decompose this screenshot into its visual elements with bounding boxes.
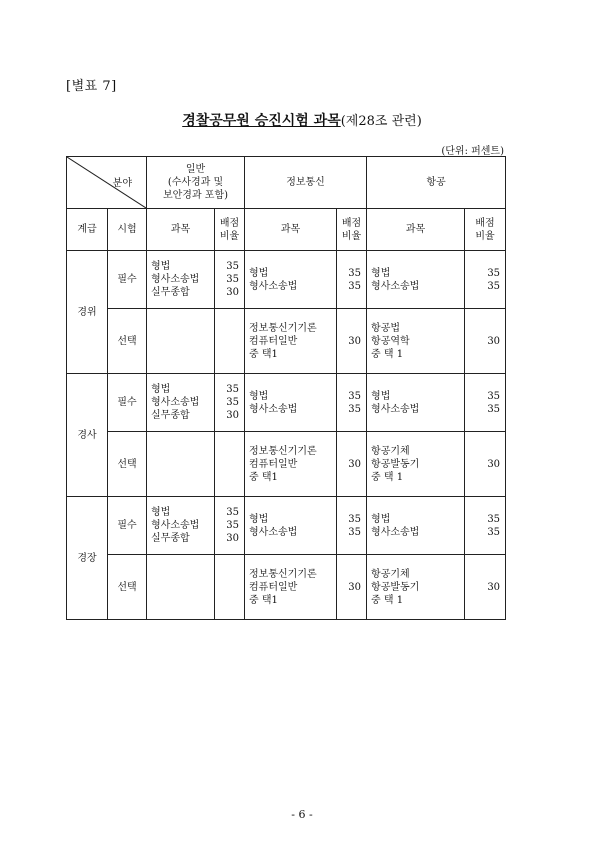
header-field: 분야	[112, 178, 132, 189]
it-elective-subjects	[245, 555, 337, 620]
weight-value: 35	[348, 513, 362, 525]
subject-line: 항공발동기	[371, 458, 420, 470]
subject-line: 형사소송법	[151, 520, 200, 531]
general-subjects	[147, 497, 215, 555]
weight-l1: 배점	[341, 217, 362, 229]
rank-cell: 경장	[67, 497, 108, 620]
aviation-subjects	[367, 374, 465, 432]
general-elective-weight-empty	[215, 432, 245, 497]
header-general-line1: 일반	[185, 164, 206, 175]
aviation-elective-weight: 30	[465, 555, 506, 620]
subject-line: 항공기체	[371, 568, 410, 580]
subject-line: 형법	[371, 513, 391, 525]
weight-value: 35	[226, 274, 240, 285]
subject-line: 중 택 1	[371, 594, 404, 606]
subject-line: 형사소송법	[249, 403, 298, 415]
it-subjects	[245, 497, 337, 555]
header-row-2	[67, 209, 506, 251]
subject-line: 실무종합	[151, 533, 190, 544]
weight-value: 30	[226, 410, 240, 421]
general-elective-weight-empty	[215, 555, 245, 620]
subject-line: 정보통신기기론	[249, 568, 317, 580]
it-weights	[337, 374, 367, 432]
weight-l1: 배점	[475, 217, 495, 229]
general-weights	[215, 251, 245, 309]
table-row	[67, 374, 506, 432]
subject-line: 항공발동기	[371, 581, 420, 593]
aviation-elective-subjects	[367, 555, 465, 620]
table-row	[67, 251, 506, 309]
general-elective-weight-empty	[215, 309, 245, 374]
weight-value: 35	[226, 397, 240, 408]
subject-line: 형사소송법	[249, 280, 298, 292]
weight-l2: 비율	[341, 230, 362, 242]
exam-type-required: 필수	[108, 497, 147, 555]
subject-line: 형사소송법	[249, 526, 298, 538]
annex-label: [별표 7]	[66, 79, 117, 94]
title-sub: (제28조 관련)	[340, 114, 422, 129]
header-general-weight	[215, 209, 245, 251]
subject-line: 형사소송법	[371, 280, 420, 292]
subject-line: 형사소송법	[371, 526, 420, 538]
header-row-1	[67, 157, 506, 209]
subject-line: 형사소송법	[151, 397, 200, 408]
subject-line: 형법	[151, 261, 171, 272]
table-row	[67, 309, 506, 374]
subject-line: 실무종합	[151, 410, 190, 421]
aviation-subjects	[367, 497, 465, 555]
it-elective-weight: 30	[337, 555, 367, 620]
aviation-weights	[465, 497, 506, 555]
exam-type-elective: 선택	[108, 432, 147, 497]
it-elective-subjects	[245, 432, 337, 497]
subject-line: 중 택1	[249, 348, 278, 360]
header-general	[147, 157, 245, 209]
weight-value: 35	[487, 403, 501, 415]
general-weights	[215, 374, 245, 432]
weight-l2: 비율	[219, 230, 240, 242]
weight-value: 35	[226, 261, 240, 272]
header-aviation: 항공	[367, 157, 506, 209]
weight-value: 35	[226, 384, 240, 395]
subject-line: 형법	[371, 267, 391, 279]
weight-value: 35	[348, 526, 362, 538]
weight-l2: 비율	[475, 230, 495, 242]
subject-line: 정보통신기기론	[249, 445, 317, 457]
exam-type-required: 필수	[108, 374, 147, 432]
weight-value: 35	[487, 526, 501, 538]
it-subjects	[245, 374, 337, 432]
subject-line: 컴퓨터일반	[249, 458, 298, 470]
rank-cell: 경위	[67, 251, 108, 374]
subject-line: 실무종합	[151, 287, 190, 298]
it-elective-weight: 30	[337, 432, 367, 497]
weight-value: 35	[226, 520, 240, 531]
header-general-subject: 과목	[147, 209, 215, 251]
subject-line: 컴퓨터일반	[249, 335, 298, 347]
it-elective-weight: 30	[337, 309, 367, 374]
subject-line: 형법	[151, 384, 171, 395]
rank-cell: 경사	[67, 374, 108, 497]
header-general-line3: 보안경과 포함)	[162, 190, 229, 201]
aviation-elective-subjects	[367, 309, 465, 374]
unit-label: (단위: 퍼센트)	[441, 146, 504, 157]
general-weights	[215, 497, 245, 555]
general-subjects	[147, 374, 215, 432]
weight-l1: 배점	[219, 217, 240, 229]
subject-line: 형법	[249, 267, 269, 279]
weight-value: 35	[348, 280, 362, 292]
subject-line: 컴퓨터일반	[249, 581, 298, 593]
subject-line: 중 택 1	[371, 348, 404, 360]
aviation-elective-subjects	[367, 432, 465, 497]
it-weights	[337, 251, 367, 309]
weight-value: 35	[348, 390, 362, 402]
header-grade: 계급	[67, 209, 108, 251]
diagonal-line	[67, 157, 146, 208]
subject-line: 항공법	[371, 322, 401, 334]
table-row	[67, 497, 506, 555]
general-elective-empty	[147, 555, 215, 620]
aviation-subjects	[367, 251, 465, 309]
subject-line: 중 택1	[249, 471, 278, 483]
document-title	[0, 110, 604, 130]
it-subjects	[245, 251, 337, 309]
aviation-elective-weight: 30	[465, 432, 506, 497]
table-row	[67, 555, 506, 620]
weight-value: 35	[487, 280, 501, 292]
general-elective-empty	[147, 309, 215, 374]
header-aviation-weight	[465, 209, 506, 251]
exam-type-elective: 선택	[108, 555, 147, 620]
exam-type-elective: 선택	[108, 309, 147, 374]
subject-line: 정보통신기기론	[249, 322, 317, 334]
subject-line: 형법	[151, 507, 171, 518]
general-elective-empty	[147, 432, 215, 497]
diagonal-header-cell	[67, 157, 147, 209]
header-aviation-subject: 과목	[367, 209, 465, 251]
weight-value: 35	[487, 390, 501, 402]
header-general-line2: (수사경과 및	[167, 177, 224, 188]
exam-subjects-table	[66, 156, 506, 620]
weight-value: 35	[487, 513, 501, 525]
header-it: 정보통신	[245, 157, 367, 209]
title-main: 경찰공무원 승진시험 과목	[182, 113, 341, 129]
subject-line: 형사소송법	[371, 403, 420, 415]
subject-line: 중 택1	[249, 594, 278, 606]
weight-value: 35	[487, 267, 501, 279]
general-subjects	[147, 251, 215, 309]
subject-line: 형사소송법	[151, 274, 200, 285]
subject-line: 중 택 1	[371, 471, 404, 483]
weight-value: 35	[226, 507, 240, 518]
weight-value: 30	[226, 287, 240, 298]
it-weights	[337, 497, 367, 555]
it-elective-subjects	[245, 309, 337, 374]
subject-line: 항공역학	[371, 335, 410, 347]
header-it-weight	[337, 209, 367, 251]
aviation-weights	[465, 374, 506, 432]
page-number: - 6 -	[291, 808, 313, 821]
aviation-weights	[465, 251, 506, 309]
subject-line: 항공기체	[371, 445, 410, 457]
table-row	[67, 432, 506, 497]
subject-line: 형법	[371, 390, 391, 402]
subject-line: 형법	[249, 513, 269, 525]
aviation-elective-weight: 30	[465, 309, 506, 374]
weight-value: 35	[348, 403, 362, 415]
subject-line: 형법	[249, 390, 269, 402]
exam-type-required: 필수	[108, 251, 147, 309]
weight-value: 30	[226, 533, 240, 544]
header-exam: 시험	[108, 209, 147, 251]
weight-value: 35	[348, 267, 362, 279]
header-it-subject: 과목	[245, 209, 337, 251]
